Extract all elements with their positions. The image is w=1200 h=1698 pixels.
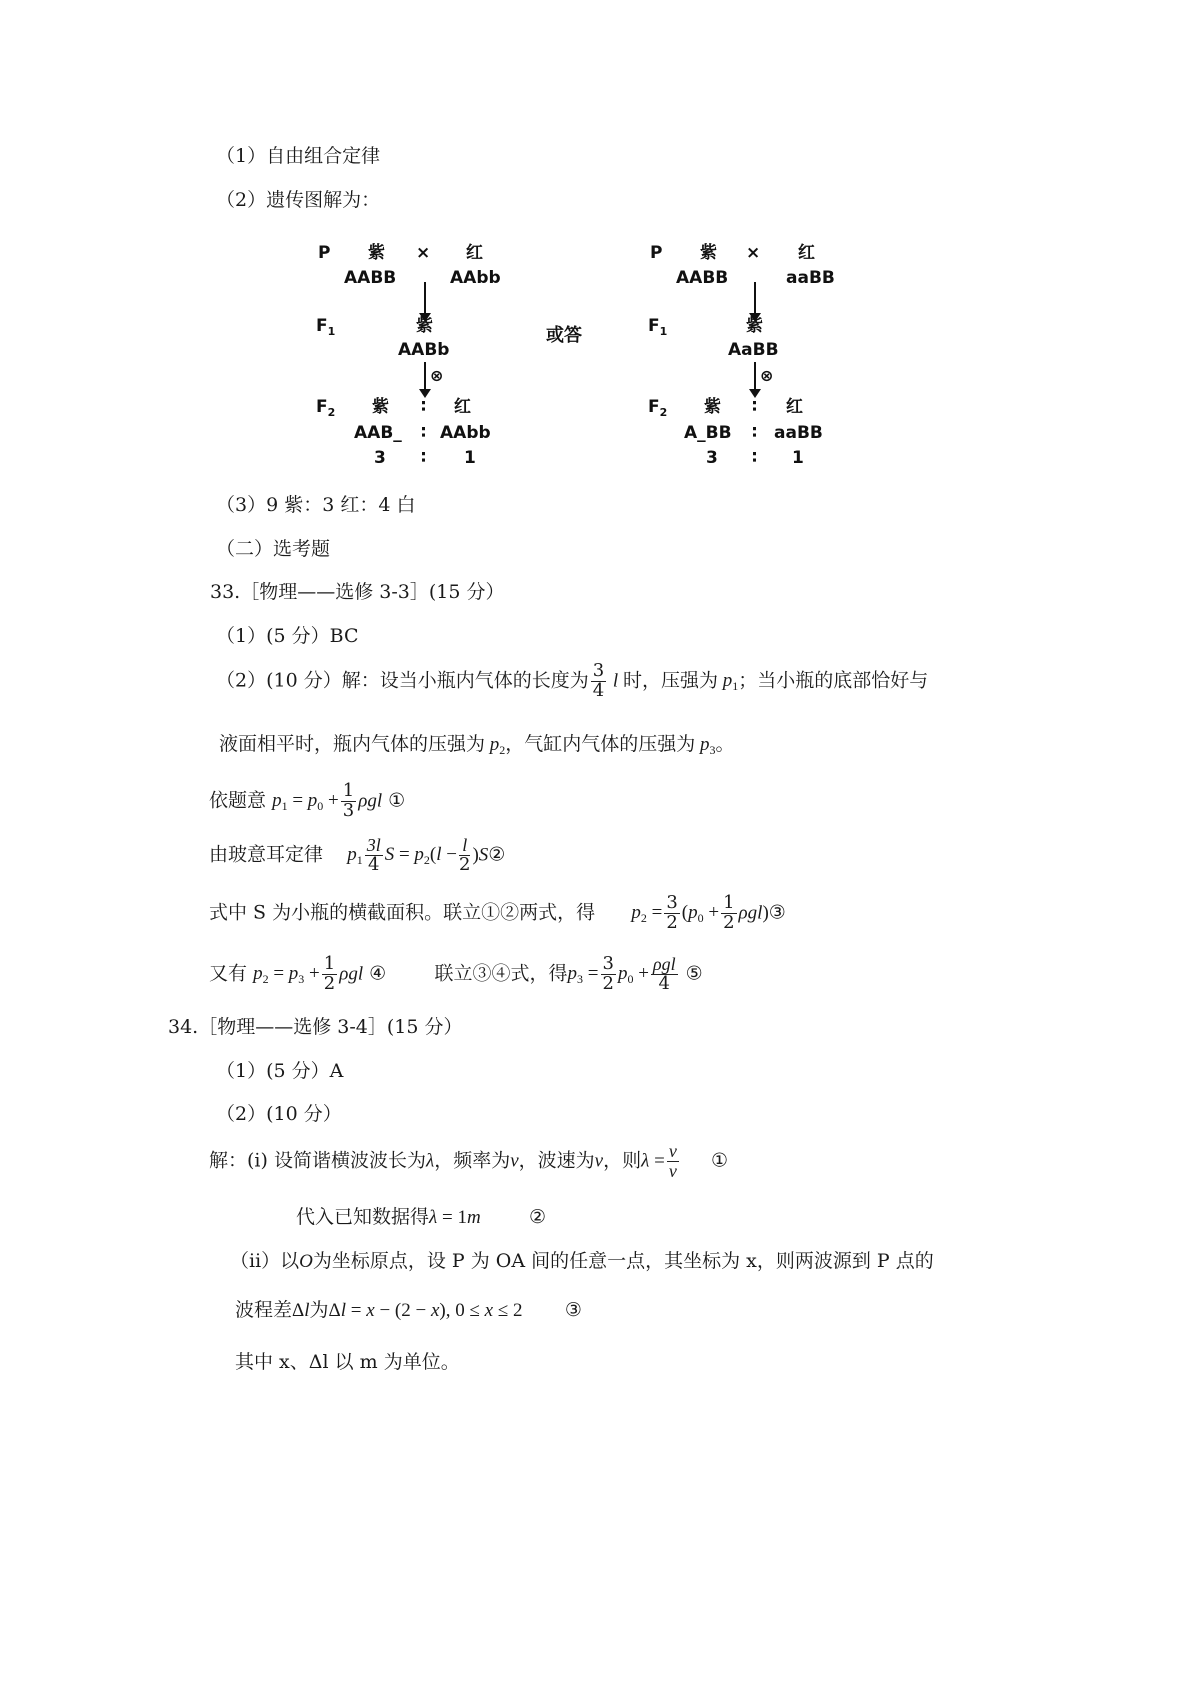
down-arrow [754,282,756,314]
f1-label: $F_1$ [316,316,336,338]
colon: ∶ [421,397,426,417]
colon: ∶ [752,423,757,443]
equation-2: 由玻意耳定律 $p_1$ $\frac{3l}{4}$ $S = p_2(l$ − $\frac{l}{2}$ )S② [209,835,506,875]
p-genotype-1: AABB [676,268,729,288]
f2-genotype-2: aaBB [774,423,823,443]
equation-1: 依题意 $p_1 = p_0$ + $\frac{1}{3}$ ρgl ① [209,780,406,821]
ratio-1: 3 [706,448,718,468]
purple-label: 紫 [368,243,385,263]
answer-33-1: （1）(5 分）BC [216,625,359,647]
self-cross-icon: ⊗ [760,366,774,385]
colon: ∶ [421,423,426,443]
ratio-2: 1 [464,448,476,468]
p-genotype-2: aaBB [786,268,835,288]
answer-33-2-line2: 液面相平时，瓶内气体的压强为 $p_2$，气缸内气体的压强为 $p_3$。 [219,733,735,757]
answer-33-2-line1: （2）(10 分）解：设当小瓶内气体的长度为 $\frac{3}{4}$ l 时，压强为 $p_1$；当小瓶的底部恰好与 [216,660,929,701]
f2-label: $F_2$ [648,397,668,419]
f2-genotype-1: A_BB [684,423,732,443]
ratio-2: 1 [792,448,804,468]
path-difference: 波程差Δl为Δl = x − (2 − x), 0 ≤ x ≤ 2 ③ [235,1299,582,1321]
p-label: P [318,243,331,263]
purple-label: 紫 [700,243,717,263]
p-genotype-1: AABB [344,268,397,288]
units-note: 其中 x、Δl 以 m 为单位。 [235,1351,460,1373]
down-arrow [424,362,426,390]
answer-34-2-title: （2）(10 分） [216,1103,342,1125]
answer-3: （3）9 紫：3 红：4 白 [216,494,416,516]
colon: ∶ [752,397,757,417]
answer-34-2-ii: （ⅱ）以O为坐标原点，设 P 为 OA 间的任意一点，其坐标为 x，则两波源到 P 点的 [230,1250,934,1272]
question-33-title: 33.［物理——选修 3-3］(15 分） [210,581,505,603]
f1-phenotype: 紫 [746,316,763,336]
answer-34-1: （1）(5 分）A [216,1060,344,1082]
colon: ∶ [752,448,757,468]
red-label: 红 [798,243,815,263]
answer-34-2-i-result: 代入已知数据得λ = 1m ② [296,1206,547,1228]
equation-4-5: 又有 $p_2 = p_3$ + $\frac{1}{2}$ ρgl ④ 联立③④式，得$p_3$ = $\frac{3}{2}$ $p_0$ + $\frac{\text{ρgl}}{4}$ ⑤ [209,953,703,994]
f2-phenotype-2: 红 [786,397,803,417]
p-label: P [650,243,663,263]
cross-sign: × [416,243,431,263]
cross-sign: × [746,243,761,263]
section-title: （二）选考题 [216,538,331,560]
equation-3: 式中 S 为小瓶的横截面积。联立①②两式，得 $p_2$ = $\frac{3}{2}$ ($p_0$ + $\frac{1}{2}$ ρgl)③ [209,892,786,933]
f2-phenotype-2: 红 [454,397,471,417]
answer-2-title: （2）遗传图解为： [216,189,381,211]
colon: ∶ [421,448,426,468]
f2-genotype-1: AAB_ [354,423,402,443]
p-genotype-2: AAbb [450,268,501,288]
f2-genotype-2: AAbb [440,423,491,443]
answer-34-2-i: 解：(ⅰ) 设简谐横波波长为λ，频率为ν，波速为v，则λ = $\frac{v}{\nu}$ ① [209,1141,729,1181]
f1-genotype: AaBB [728,340,779,360]
ratio-1: 3 [374,448,386,468]
f1-genotype: AABb [398,340,450,360]
f1-label: $F_1$ [648,316,668,338]
f2-phenotype-1: 紫 [372,397,389,417]
down-arrow [424,282,426,314]
self-cross-icon: ⊗ [430,366,444,385]
answer-1: （1）自由组合定律 [216,145,381,167]
down-arrow [754,362,756,390]
or-label: 或答 [546,325,582,346]
f2-phenotype-1: 紫 [704,397,721,417]
f2-label: $F_2$ [316,397,336,419]
f1-phenotype: 紫 [416,316,433,336]
question-34-title: 34.［物理——选修 3-4］(15 分） [168,1016,463,1038]
red-label: 红 [466,243,483,263]
